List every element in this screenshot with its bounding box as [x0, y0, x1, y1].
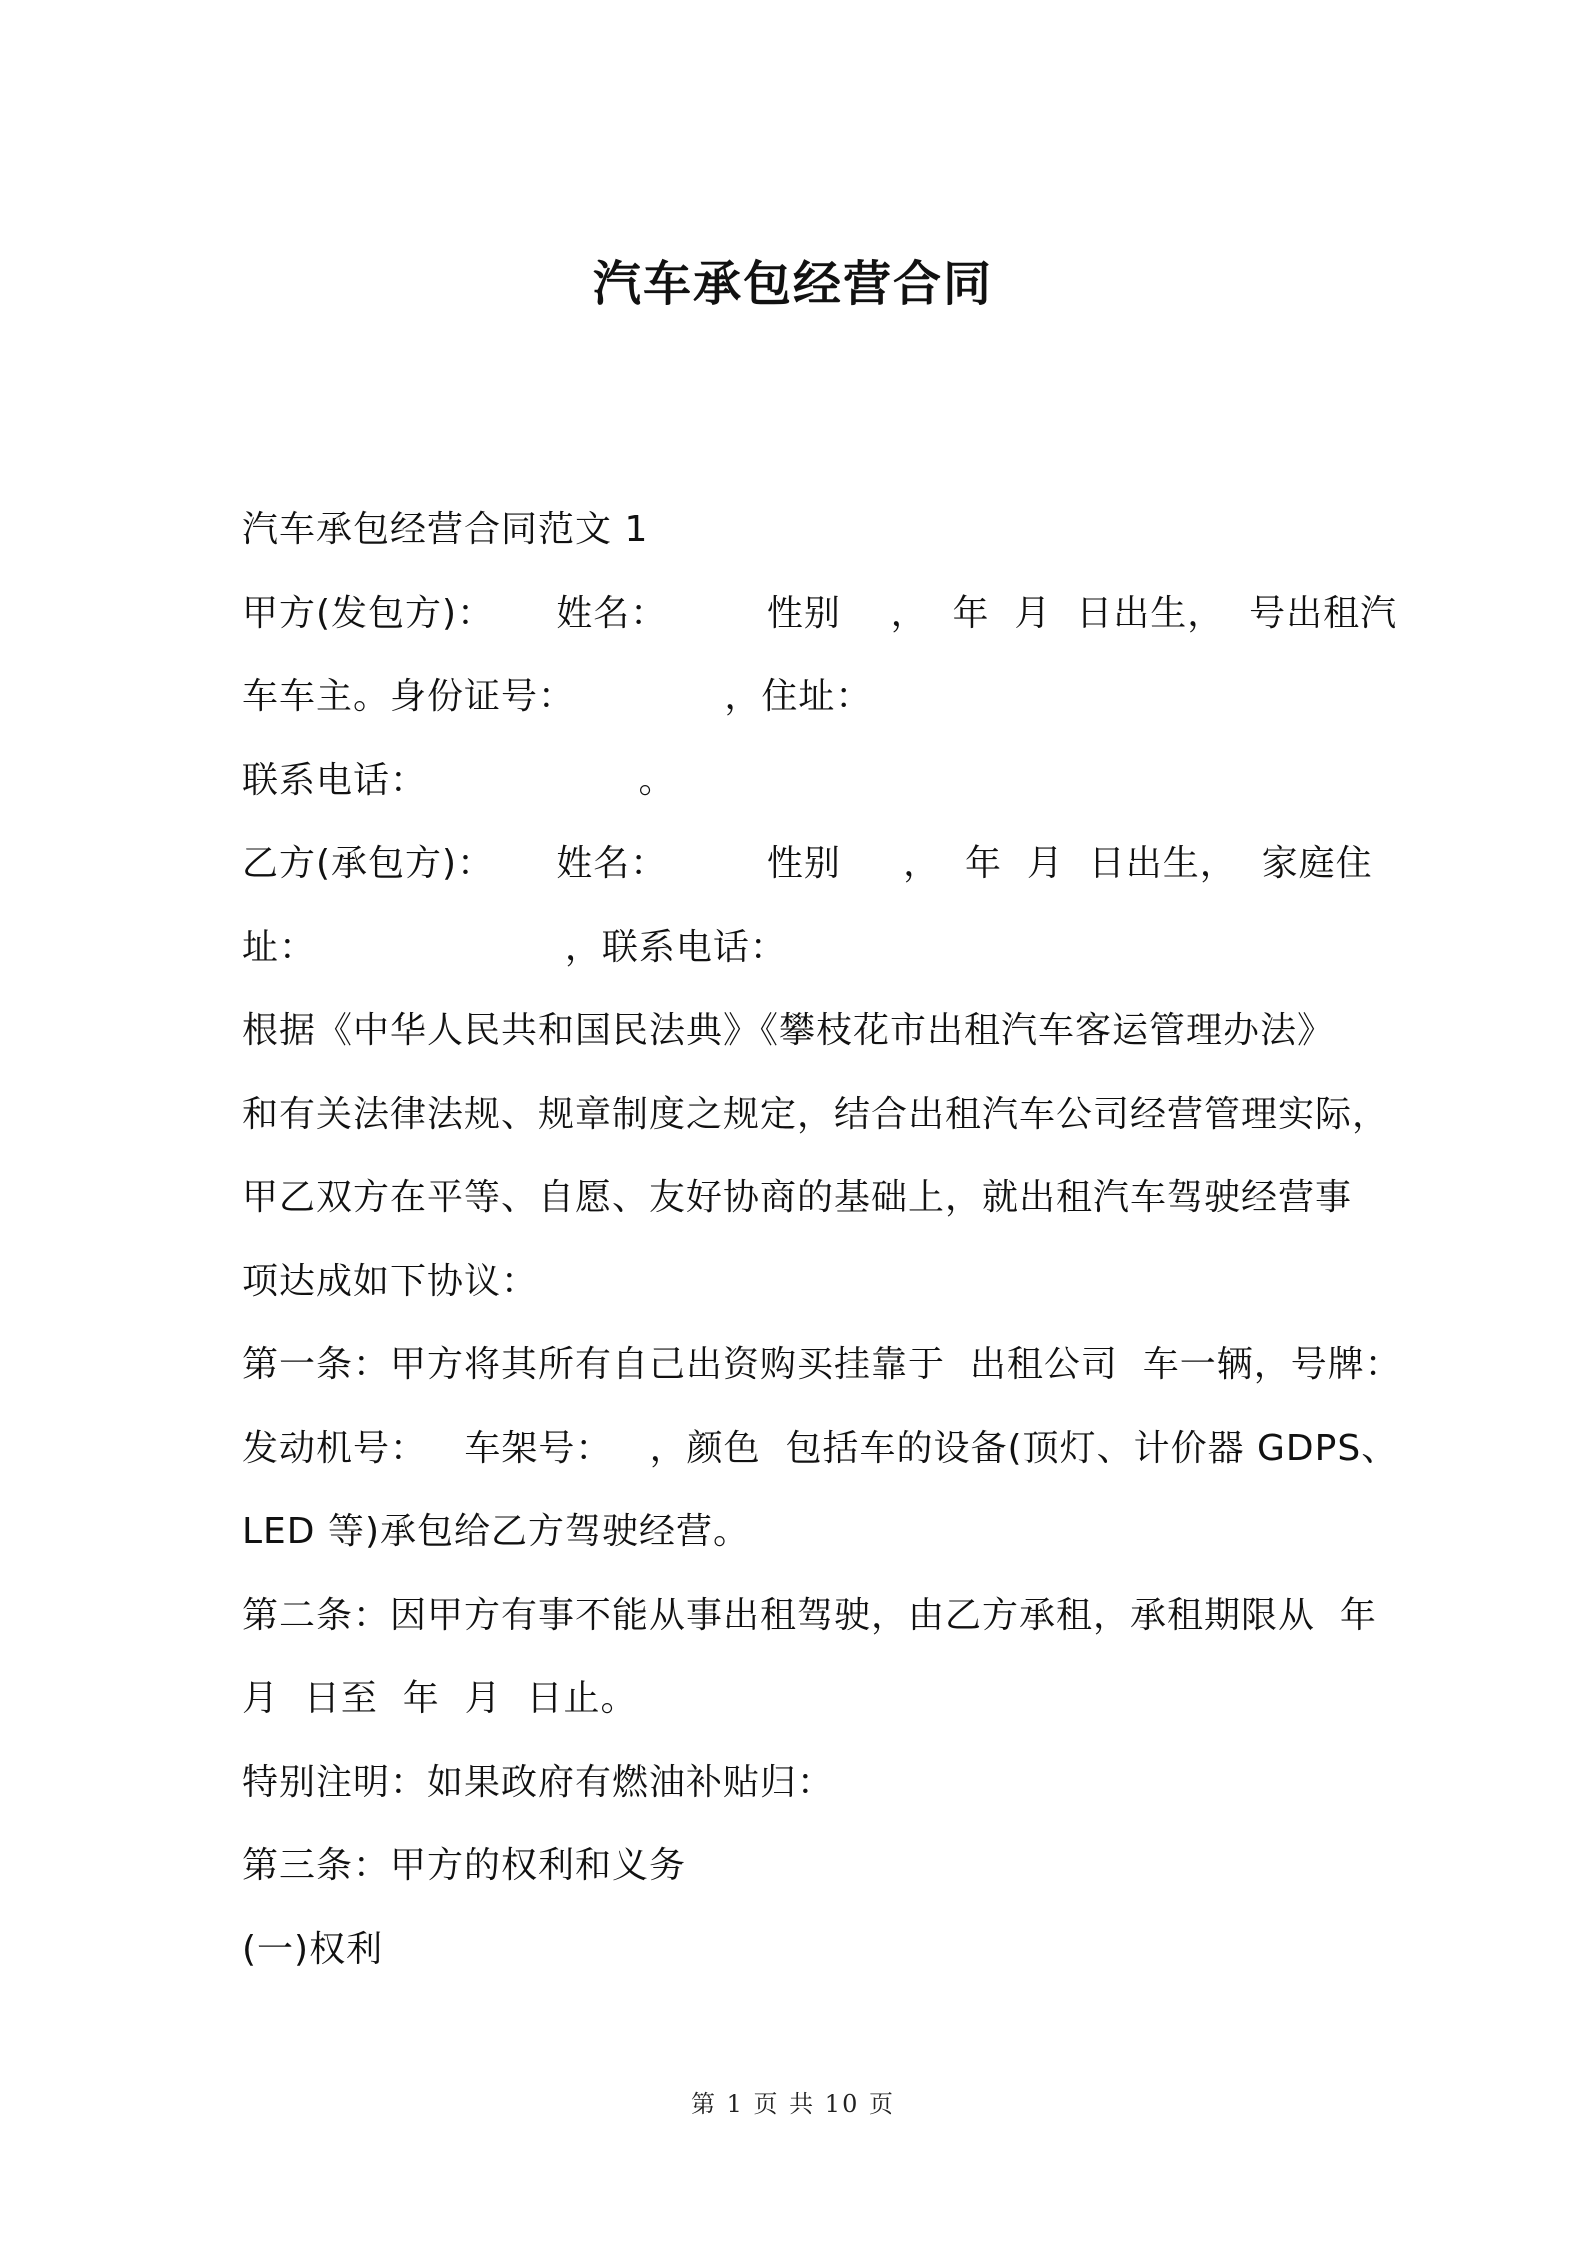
paragraph-line: 址： ，联系电话： — [242, 926, 787, 968]
paragraph-line: 发动机号： 车架号： ，颜色 包括车的设备(顶灯、计价器 GDPS、 — [242, 1427, 1399, 1469]
paragraph-line: 车车主。身份证号： ，住址： — [242, 676, 873, 717]
paragraph-line: 甲方(发包方)： 姓名： 性别 ， 年 月 日出生， 号出租汽 — [242, 592, 1398, 634]
paragraph-line: 第二条：因甲方有事不能从事出租驾驶，由乙方承租，承租期限从 年 — [242, 1594, 1377, 1636]
paragraph-line: 根据《中华人民共和国民法典》《攀枝花市出租汽车客运管理办法》 — [242, 1010, 1335, 1051]
document-title: 汽车承包经营合同 — [592, 256, 993, 312]
paragraph-line: 和有关法律法规、规章制度之规定，结合出租汽车公司经营管理实际， — [242, 1093, 1390, 1135]
paragraph-line: 特别注明：如果政府有燃油补贴归： — [242, 1761, 835, 1803]
paragraph-line: LED 等)承包给乙方驾驶经营。 — [242, 1511, 751, 1552]
paragraph-line: 第三条：甲方的权利和义务 — [242, 1845, 687, 1886]
paragraph-line: 汽车承包经营合同范文 1 — [242, 509, 649, 550]
paragraph-line: 月 日至 年 月 日止。 — [242, 1678, 638, 1719]
paragraph-line: (一)权利 — [242, 1928, 384, 1970]
document-body — [242, 488, 1402, 1991]
paragraph-line: 联系电话： 。 — [242, 759, 676, 801]
paragraph-line: 甲乙双方在平等、自愿、友好协商的基础上，就出租汽车驾驶经营事 — [242, 1177, 1353, 1218]
paragraph-line: 项达成如下协议： — [242, 1260, 539, 1302]
paragraph-line: 乙方(承包方)： 姓名： 性别 ， 年 月 日出生， 家庭住 — [242, 843, 1373, 884]
page-number-footer: 第 1 页 共 10 页 — [691, 2090, 895, 2118]
paragraph-line: 第一条：甲方将其所有自己出资购买挂靠于 出租公司 车一辆，号牌： — [242, 1344, 1402, 1385]
